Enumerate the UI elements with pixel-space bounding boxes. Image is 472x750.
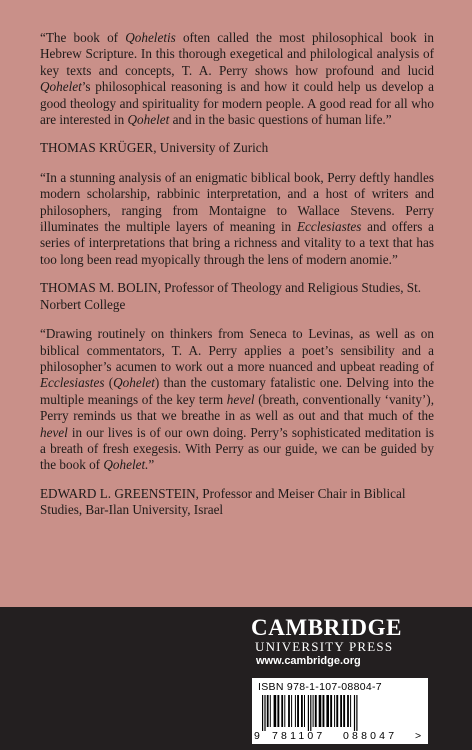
barcode-bar: [323, 695, 325, 727]
barcode-bar: [343, 695, 345, 727]
barcode-bar: [313, 695, 314, 727]
quote-text: (breath, conventionally ‘vanity’), Perry reminds us that we breathe in as well as out and that much of the: [40, 391, 434, 424]
isbn-barcode: [252, 678, 428, 744]
barcode-bar: [291, 695, 292, 727]
barcode-bar: [347, 695, 349, 727]
quote-text: (: [104, 375, 114, 391]
barcode-bar: [334, 695, 335, 727]
footer-band: [0, 607, 472, 750]
italic-title-text: Qohelet.: [103, 457, 149, 473]
publisher-press: UNIVERSITY PRESS: [255, 639, 394, 654]
quote-text: ) than the customary fatalistic one. Delving into the multiple meanings of the key term: [40, 375, 434, 407]
endorsement-attribution-1: THOMAS KRÜGER, University of Zurich: [40, 140, 269, 156]
barcode-bar: [326, 695, 329, 727]
quote-text: ’s philosophical reasoning is and how it could help us develop a good theology and spirituality for modern people. A good read for all who are interested in: [40, 79, 434, 128]
isbn-label: ISBN 978-1-107-08804-7: [258, 681, 382, 693]
barcode-bar: [264, 695, 265, 731]
endorsement-attribution-2: THOMAS M. BOLIN, Professor of Theology and Religious Studies, St. Norbert College: [40, 280, 422, 312]
barcode-bar: [274, 695, 277, 727]
endorsement-attribution-3: EDWARD L. GREENSTEIN, Professor and Meiser Chair in Biblical Studies, Bar-Ilan University, Israel: [40, 485, 406, 518]
barcode-bar: [295, 695, 296, 727]
italic-title-text: Ecclesiastes: [40, 375, 105, 391]
barcode-bar: [336, 695, 338, 727]
endorsement-quote-3: [40, 326, 434, 474]
publisher-url: www.cambridge.org: [256, 655, 361, 667]
quote-text: “In a stunning analysis of an enigmatic biblical book, Perry deftly handles modern scholarship, rabbinic interpretation, and a host of writers and philosophers, ranging from Montaigne to Wallace Stevens. Perry illuminates the multiple layers of meaning in: [40, 169, 434, 235]
barcode-bar: [267, 695, 269, 727]
barcode-bar: [319, 695, 322, 727]
barcode-bar: [301, 695, 303, 727]
quote-text: and in the basic questions of human life.”: [169, 112, 392, 128]
quote-text: and offers a series of interpretations that bring a richness and vitality to a text that has too long been read myopically through the lens of modern anomie.”: [40, 219, 434, 267]
quote-text: ”: [148, 457, 155, 473]
barcode-bar: [281, 695, 283, 727]
italic-title-text: hevel: [40, 424, 68, 440]
barcode-bar: [350, 695, 351, 727]
barcode-trailing-mark: >: [415, 730, 422, 742]
barcode-digit-prefix: 9: [254, 730, 260, 742]
barcode-bar: [288, 695, 290, 727]
italic-title-text: Qohelet: [127, 112, 170, 128]
barcode-digit-group-left: 781107: [272, 730, 326, 742]
barcode-bar: [262, 695, 263, 731]
quote-text: in our lives is of our own doing. Perry’s sophisticated meditation is a breath of fresh exegesis. With Perry as our guide, we can be guided by the book of: [40, 424, 434, 473]
quote-text: “Drawing routinely on thinkers from Seneca to Levinas, as well as on biblical commentators, T. A. Perry applies a poet’s sensibility and a philosopher’s acumen to work out a more nuanced and upbeat reading of: [40, 326, 434, 374]
italic-title-text: Ecclesiastes: [296, 219, 362, 235]
barcode-bar: [340, 695, 342, 727]
italic-title-text: Qoheletis: [125, 30, 176, 45]
barcode-bar: [284, 695, 285, 727]
publisher-name: CAMBRIDGE: [251, 615, 403, 640]
barcode-bar: [356, 695, 357, 731]
barcode-bar: [270, 695, 271, 727]
publisher-logo: [251, 616, 433, 669]
barcode-bar: [330, 695, 332, 727]
barcode-bar: [315, 695, 317, 727]
quote-text: often called the most philosophical book in Hebrew Scripture. In this thorough exegetical and philological analysis of key texts and concepts, T. A. Perry shows how profound and lucid: [40, 30, 434, 78]
barcode-bars: [262, 695, 418, 731]
italic-title-text: hevel: [226, 391, 255, 407]
quote-text: “The book of: [40, 30, 126, 45]
endorsements-section: [40, 30, 434, 532]
barcode-bar: [297, 695, 299, 727]
italic-title-text: Qohelet: [40, 79, 82, 95]
barcode-digit-group-right: 088047: [343, 730, 398, 742]
italic-title-text: Qohelet: [113, 375, 155, 391]
endorsement-quote-2: [40, 170, 434, 268]
barcode-bar: [354, 695, 355, 731]
barcode-bar: [277, 695, 279, 727]
barcode-bar: [310, 695, 311, 731]
endorsement-quote-1: [40, 30, 434, 128]
barcode-bar: [304, 695, 305, 727]
barcode-bar: [308, 695, 309, 731]
